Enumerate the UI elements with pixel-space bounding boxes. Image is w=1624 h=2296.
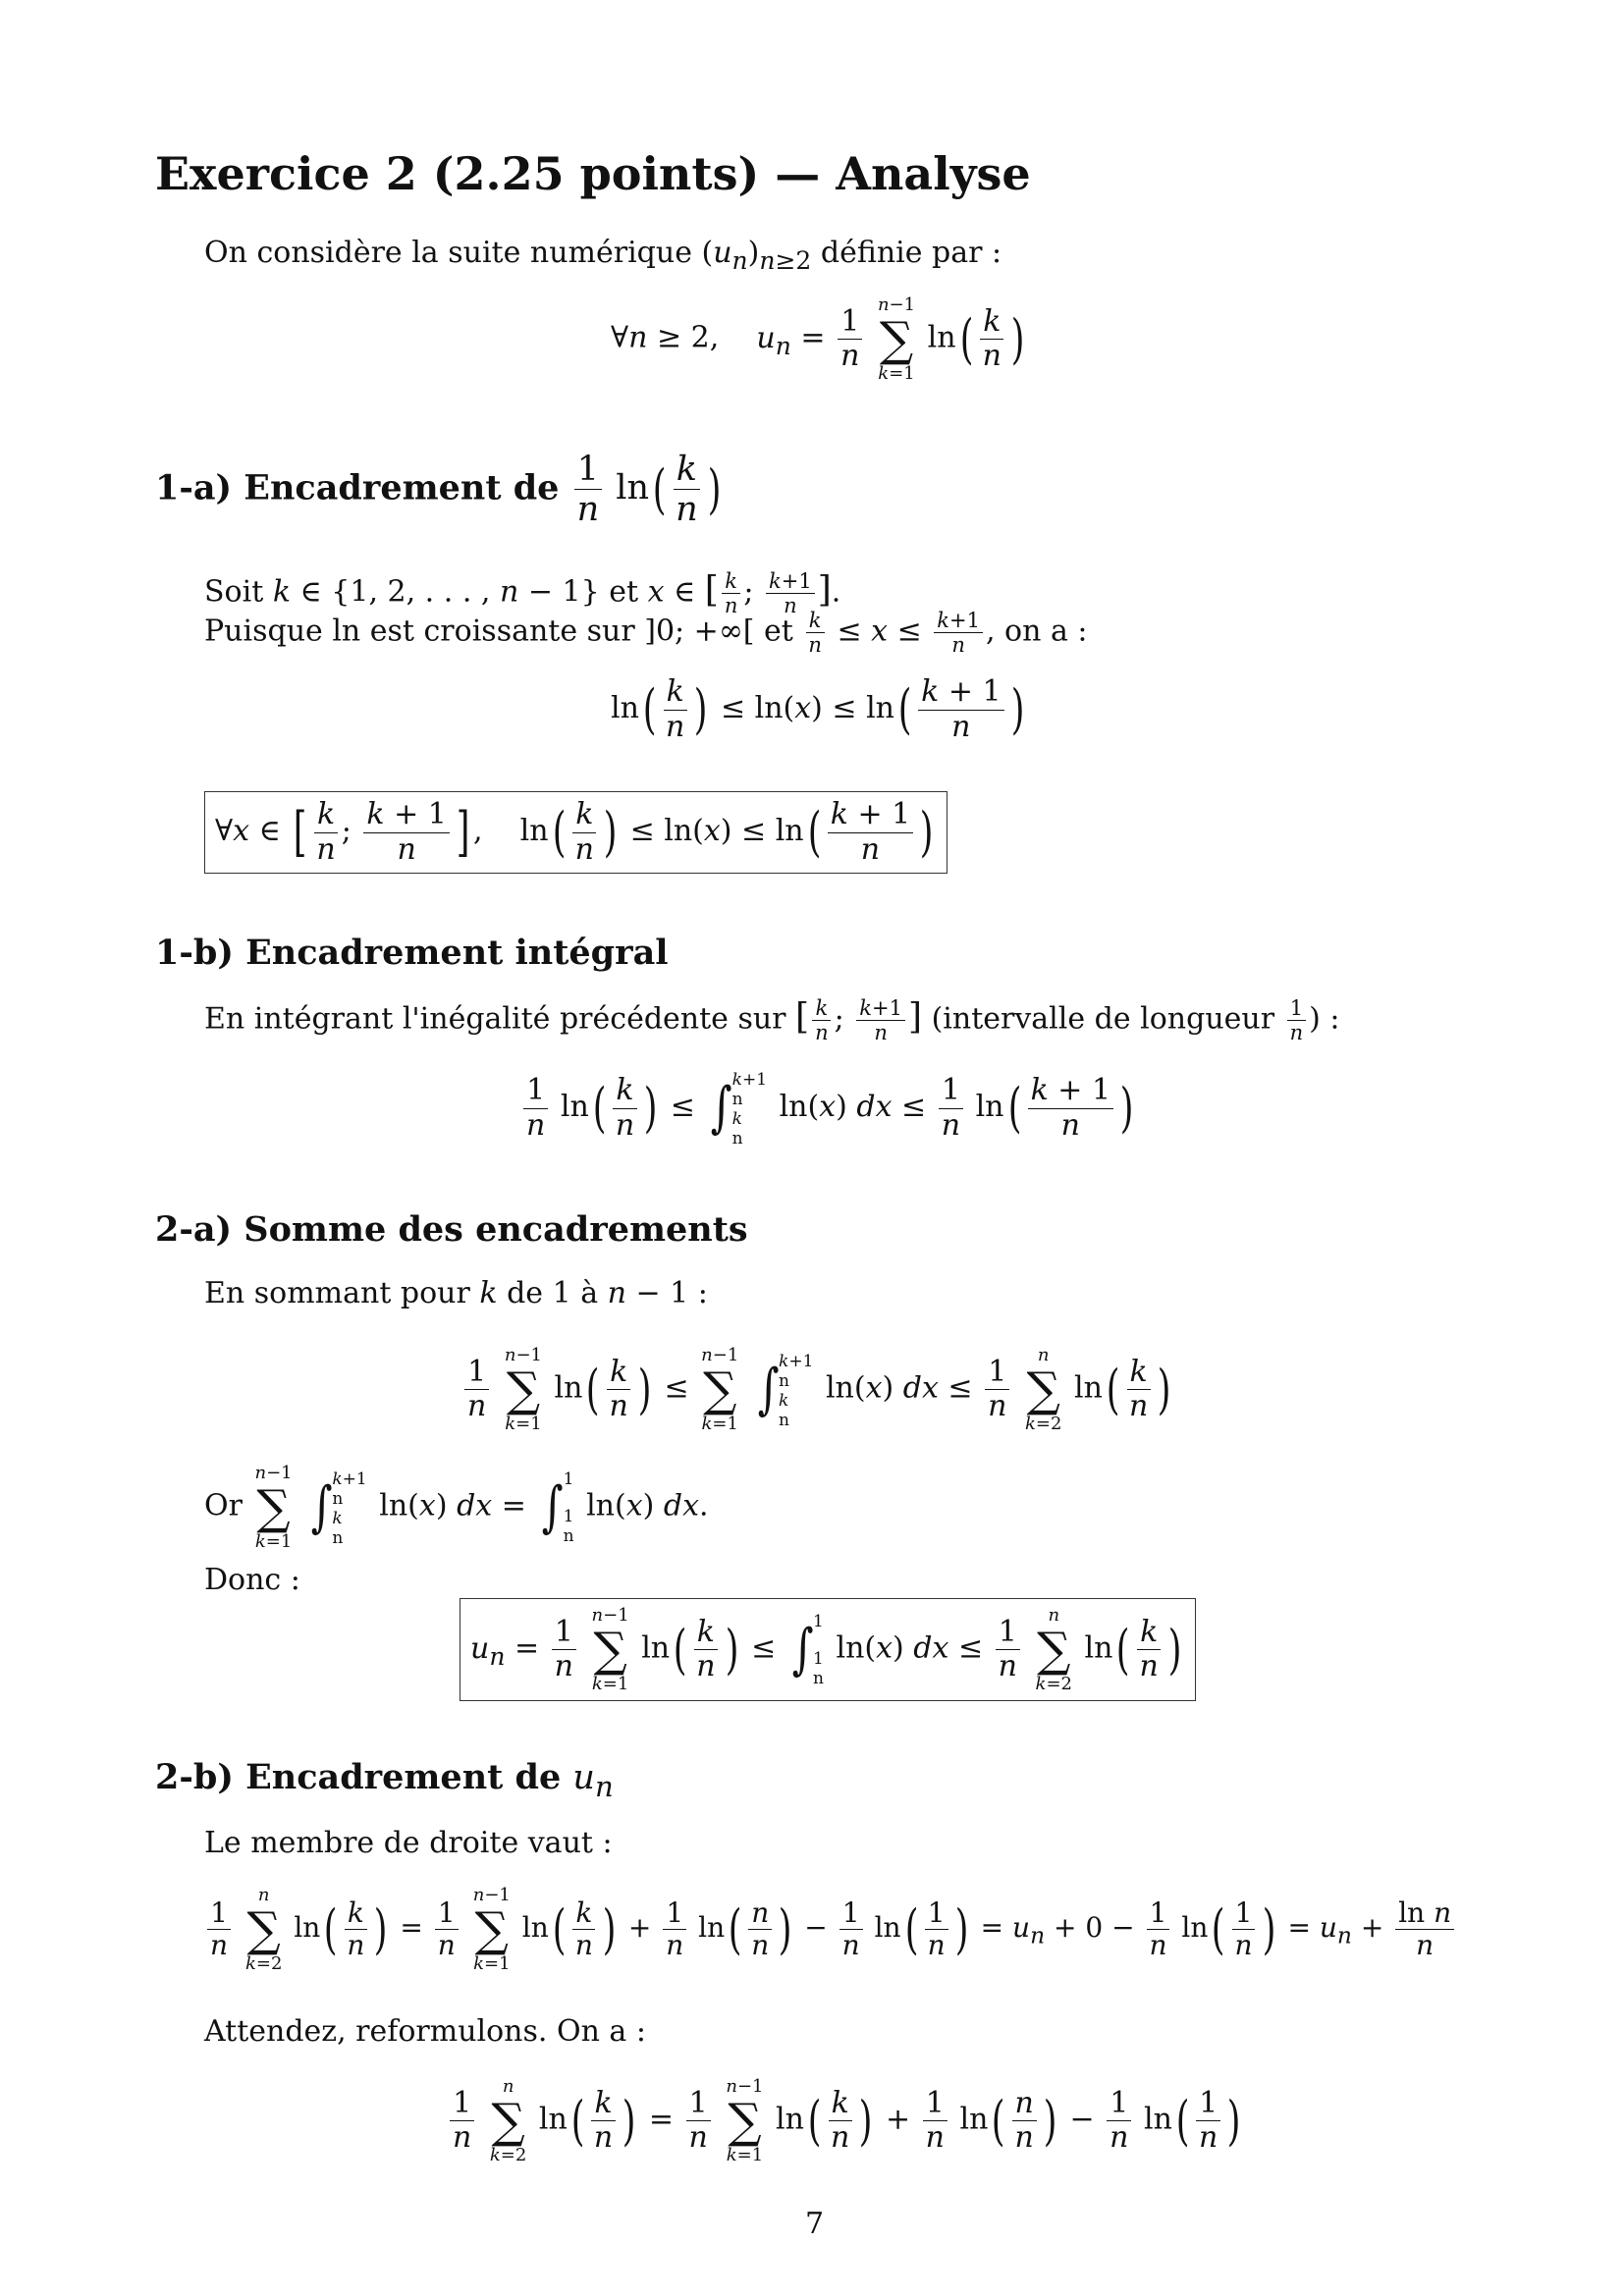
section-2a-formula: $\frac{1}{n}$ n−1 ∑ k=1 ln( $\frac{k}{n}$ ) ≤ n−1 ∑ k=1 ∫ k+1 n k n ln(x) dx ≤ $\frac{1}{n}$ n ∑ k=2 ln( $\frac{k}{n}$ )	[461, 1345, 1174, 1434]
section-2b-line2: Attendez, reformulons. On a :	[204, 2014, 646, 2049]
section-2a-donc: Donc :	[204, 1563, 300, 1597]
section-2a-boxed-result: $u_n$ = $\frac{1}{n}$ n−1 ∑ k=1 ln( $\frac{k}{n}$ ) ≤ ∫ 1 1 n ln(x) dx ≤ $\frac{1}{n}$ n ∑ k=2 ln( $\frac{k}{n}$ )	[460, 1598, 1196, 1701]
section-1a-line1: Soit k ∈ {1, 2, . . . , n − 1} et x ∈ [ $\frac{k}{n}$ ; $\frac{k+1}{n}$ ].	[204, 569, 841, 618]
section-2a-line1: En sommant pour k de 1 à n − 1 :	[204, 1276, 708, 1310]
intro-formula: ∀n ≥ 2, $u_n$ = $\frac{1}{n}$ n−1 ∑ k=1 ln( $\frac{k}{n}$ )	[611, 294, 1025, 384]
section-2b-formula1: $\frac{1}{n}$ n ∑ k=2 ln( $\frac{k}{n}$ ) = $\frac{1}{n}$ n−1 ∑ k=1 ln( $\frac{k}{n}$ ) + $\frac{1}{n}$ ln( $\frac{n}{n}$ ) − $\frac{1}{n}$ ln( $\frac{1}{n}$ ) = $u_n + 0$ − $\frac{1}{n}$ ln( $\frac{1}{n}$ ) = $u_n$ + $\frac{\text{ln n}}{n}$	[204, 1885, 1457, 1974]
page-number: 7	[805, 2207, 825, 2241]
section-1a-title: 1-a) Encadrement de $\frac{1}{n}$ ln( $\frac{k}{n}$ )	[155, 450, 722, 530]
section-2a-title: 2-a) Somme des encadrements	[155, 1209, 748, 1250]
section-1a-line2: Puisque ln est croissante sur ]0; +∞[ et $\frac{k}{n}$ ≤ x ≤ $\frac{k+1}{n}$ , on a :	[204, 609, 1088, 658]
section-2a-or-line: Or n−1 ∑ k=1 ∫ k+1 n k n ln(x) dx = ∫ 1 1 n ln(x) dx.	[204, 1463, 709, 1552]
section-1b-title: 1-b) Encadrement intégral	[155, 933, 669, 973]
section-1a-boxed-result: ∀x ∈ [ $\frac{k}{n}$ ; $\frac{k + 1}{n}$ ] , ln( $\frac{k}{n}$ ) ≤ ln(x) ≤ ln( $\frac{k + 1}{n}$ )	[204, 791, 947, 874]
section-2b-line1: Le membre de droite vaut :	[204, 1826, 613, 1860]
section-2b-title: 2-b) Encadrement de $u_n$	[155, 1757, 614, 1803]
exercise-title: Exercice 2 (2.25 points) — Analyse	[155, 147, 1031, 200]
section-1a-formula: ln( $\frac{k}{n}$ ) ≤ ln(x) ≤ ln( $\frac{k + 1}{n}$ )	[611, 674, 1024, 744]
intro-text: On considère la suite numérique $(u_n)_{n\ge 2}$ définie par :	[204, 236, 1002, 275]
section-1b-line1: En intégrant l'inégalité précédente sur [ $\frac{k}{n}$ ; $\frac{k+1}{n}$ ] (intervalle de longueur $\frac{1}{n}$ ) :	[204, 996, 1340, 1045]
section-2b-formula2: $\frac{1}{n}$ n ∑ k=2 ln( $\frac{k}{n}$ ) = $\frac{1}{n}$ n−1 ∑ k=1 ln( $\frac{k}{n}$ ) + $\frac{1}{n}$ ln( $\frac{n}{n}$ ) − $\frac{1}{n}$ ln( $\frac{1}{n}$ )	[447, 2076, 1244, 2165]
section-1b-formula: $\frac{1}{n}$ ln( $\frac{k}{n}$ ) ≤ ∫ k+1 n k n ln(x) dx ≤ $\frac{1}{n}$ ln( $\frac{k + 1}{n}$ )	[520, 1070, 1137, 1147]
